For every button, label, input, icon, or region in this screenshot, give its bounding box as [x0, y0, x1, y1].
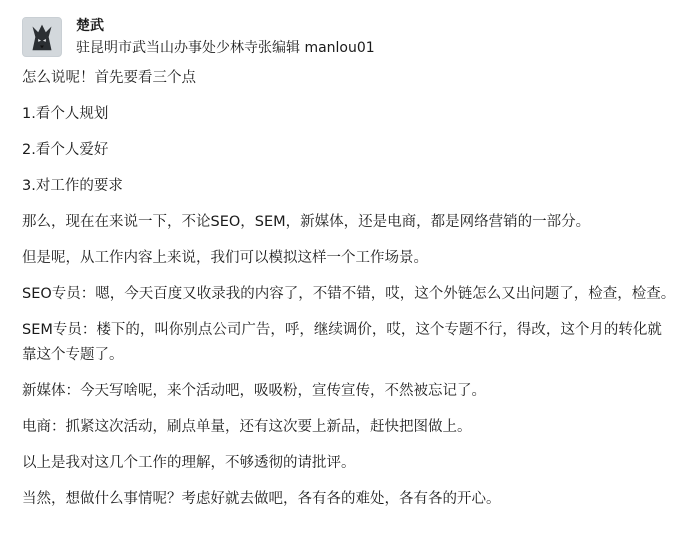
paragraph-1: 怎么说呢！首先要看三个点 [22, 70, 196, 86]
author-bio: 驻昆明市武当山办事处少林寺张编辑 manlou01 [76, 40, 375, 56]
paragraph-11: 以上是我对这几个工作的理解，不够透彻的请批评。 [22, 455, 356, 471]
author-name[interactable]: 楚武 [76, 18, 104, 34]
avatar[interactable] [22, 17, 62, 57]
paragraph-7: SEO专员：嗯，今天百度又收录我的内容了，不错不错，哎，这个外链怎么又出问题了，检查，检查。 [22, 286, 676, 302]
paragraph-4: 3.对工作的要求 [22, 178, 123, 194]
paragraph-5: 那么，现在在来说一下，不论SEO，SEM，新媒体，还是电商，都是网络营销的一部分。 [22, 214, 591, 230]
paragraph-8: SEM专员：楼下的，叫你别点公司广告，呼，继续调价，哎，这个专题不行，得改，这个月的转化就靠这个专题了。 [22, 322, 662, 363]
paragraph-10: 电商：抓紧这次活动，刷点单量，还有这次要上新品，赶快把图做上。 [22, 419, 472, 435]
paragraph-3: 2.看个人爱好 [22, 142, 109, 158]
paragraph-6: 但是呢，从工作内容上来说，我们可以模拟这样一个工作场景。 [22, 250, 428, 266]
paragraph-12: 当然，想做什么事情呢？考虑好就去做吧，各有各的难处，各有各的开心。 [22, 491, 501, 507]
author-info [76, 17, 375, 57]
answer-content [22, 66, 676, 512]
paragraph-2: 1.看个人规划 [22, 106, 109, 122]
author-header [22, 16, 676, 58]
paragraph-9: 新媒体：今天写啥呢，来个活动吧，吸吸粉，宣传宣传，不然被忘记了。 [22, 383, 486, 399]
wolf-avatar-icon [23, 17, 61, 57]
